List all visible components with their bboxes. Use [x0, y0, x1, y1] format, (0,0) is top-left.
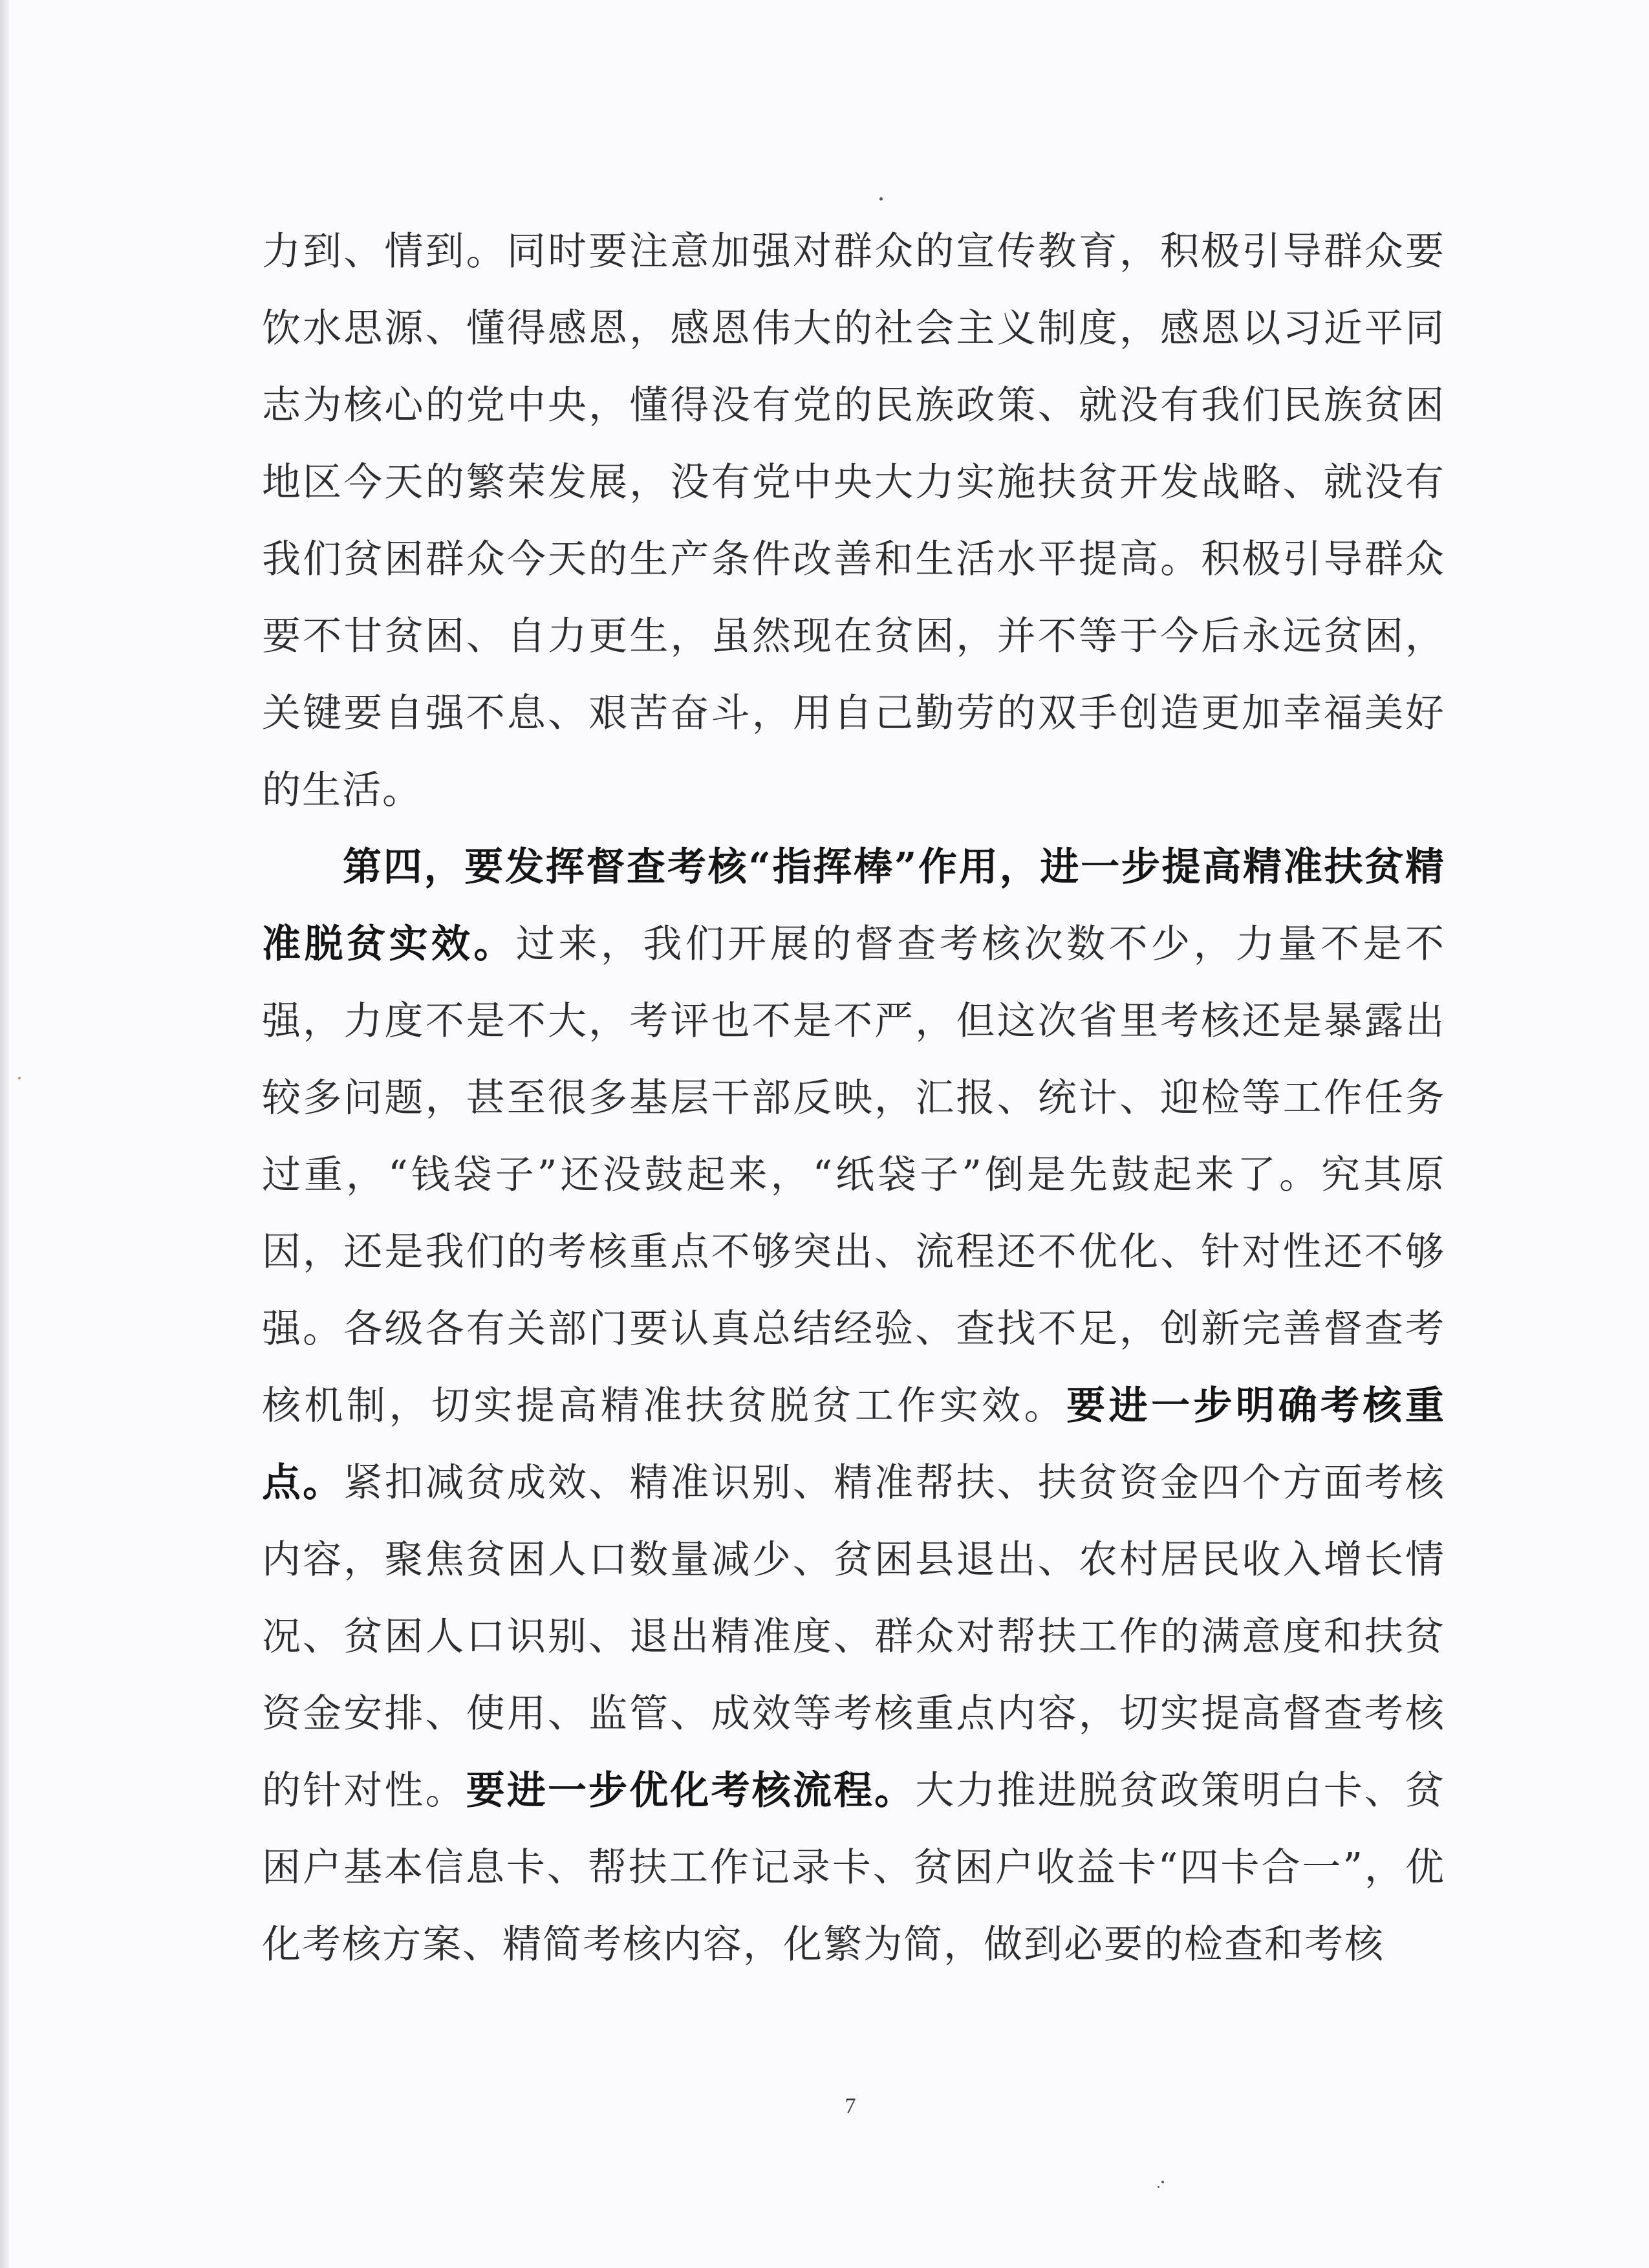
subheading-assessment-process: 要进一步优化考核流程。: [466, 1768, 916, 1813]
paragraph-1: 力到、情到。同时要注意加强对群众的宣传教育，积极引导群众要饮水思源、懂得感恩，感恩伟大的社会主义制度，感恩以习近平同志为核心的党中央，懂得没有党的民族政策、就没有我们民族贫困地区今天的繁荣发展，没有党中央大力实施扶贫开发战略、就没有我们贫困群众今天的生产条件改善和生活水平提高。积极引导群众要不甘贫困、自力更生，虽然现在贫困，并不等于今后永远贫困，关键要自强不息、艰苦奋斗，用自己勤劳的双手创造更加幸福美好的生活。: [262, 229, 1445, 813]
scan-speck: [18, 1077, 21, 1079]
document-body: [262, 213, 1445, 1983]
paragraph-2-text-1: 过来，我们开展的督查考核次数不少，力量不是不强，力度不是不大，考评也不是不严，但这次省里考核还是暴露出较多问题，甚至很多基层干部反映，汇报、统计、迎检等工作任务过重，“钱袋子”还没鼓起来，“纸袋子”倒是先鼓起来了。究其原因，还是我们的考核重点不够突出、流程还不优化、针对性还不够强。各级各有关部门要认真总结经验、查找不足，创新完善督查考核机制，切实提高精准扶贫脱贫工作实效。: [262, 922, 1446, 1429]
scan-speck: [1161, 2181, 1164, 2183]
section-heading: 第四，要发挥督查考核“指挥棒”作用，进一步提高精准扶贫精准脱贫实效。: [262, 845, 1445, 967]
scan-shadow-edge: [0, 0, 9, 2268]
subheading-assessment-focus: 要进一步明确考核重点。: [262, 1383, 1446, 1506]
paragraph-2: [262, 829, 1445, 1983]
paragraph-2-text-2: 紧扣减贫成效、精准识别、精准帮扶、扶贫资金四个方面考核内容，聚焦贫困人口数量减少、贫困县退出、农村居民收入增长情况、贫困人口识别、退出精准度、群众对帮扶工作的满意度和扶贫资金安排、使用、监管、成效等考核重点内容，切实提高督查考核的针对性。: [262, 1460, 1446, 1813]
paragraph-2-text-3: 大力推进脱贫政策明白卡、贫困户基本信息卡、帮扶工作记录卡、贫困户收益卡“四卡合一”，优化考核方案、精简考核内容，化繁为简，做到必要的检查和考核: [262, 1768, 1446, 1967]
scan-speck: [1158, 2186, 1159, 2188]
scan-speck: [879, 197, 883, 200]
page-number: 7: [845, 2094, 856, 2118]
